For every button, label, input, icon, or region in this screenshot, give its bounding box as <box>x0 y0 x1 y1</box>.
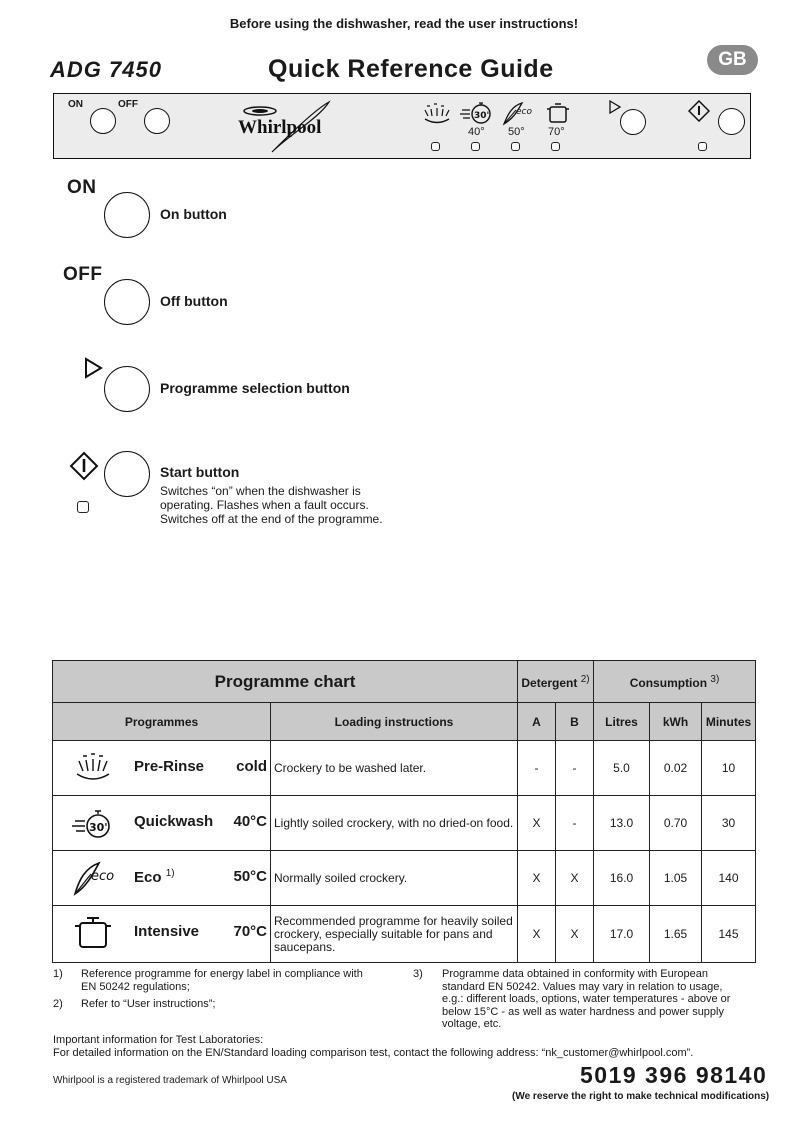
detergent-header: Detergent $^{2)}$ <box>518 661 594 703</box>
footnote-3-number: 3) <box>413 968 423 980</box>
loading-instruction: Recommended programme for heavily soiled crockery, especially suitable for pans and saucepans. <box>271 906 518 963</box>
intensive-icon <box>71 915 115 951</box>
programme-cell <box>53 906 271 963</box>
programmes-header: Programmes <box>53 703 271 741</box>
programme-name: Quickwash <box>134 813 214 830</box>
litres: 13.0 <box>594 796 650 851</box>
footnote-2: Refer to “User instructions”; <box>81 998 216 1010</box>
minutes: 10 <box>702 741 756 796</box>
detergent-a: - <box>518 741 556 796</box>
loading-instruction: Lightly soiled crockery, with no dried-on food. <box>271 796 518 851</box>
litres: 16.0 <box>594 851 650 906</box>
off-heading: OFF <box>63 264 103 285</box>
programme-chart <box>52 660 756 963</box>
on-heading: ON <box>67 177 97 198</box>
eco-icon <box>502 100 532 126</box>
footnote-1: Reference programme for energy label in compliance with EN 50242 regulations; <box>81 968 363 993</box>
model-number: ADG 7450 <box>50 57 162 82</box>
footnote-3: Programme data obtained in conformity with European standard EN 50242. Values may vary in relation to usage, e.g.: different loads, options, water temperatures - above or below 15°C - as well as water hardness and power supply voltage, etc. <box>442 968 731 1030</box>
table-row <box>53 906 756 963</box>
temp-70: 70° <box>548 126 565 138</box>
minutes-header: Minutes <box>702 703 756 741</box>
programme-select-button[interactable] <box>620 109 646 135</box>
trademark-note: Whirlpool is a registered trademark of Whirlpool USA <box>53 1075 287 1086</box>
temp-50: 50° <box>508 126 525 138</box>
svg-text:30': 30' <box>474 111 490 121</box>
document-code: 5019 396 98140 <box>580 1062 768 1088</box>
start-led <box>698 142 707 151</box>
detergent-a-header: A <box>518 703 556 741</box>
whirlpool-logo <box>234 100 344 156</box>
language-badge: GB <box>707 45 758 75</box>
start-button[interactable] <box>718 108 745 135</box>
quickwash-led <box>471 142 480 151</box>
kwh: 1.05 <box>650 851 702 906</box>
svg-text:30': 30' <box>89 821 108 834</box>
quickwash-icon <box>460 99 494 125</box>
minutes: 140 <box>702 851 756 906</box>
pre-rinse-led <box>431 142 440 151</box>
table-row <box>53 851 756 906</box>
off-button[interactable] <box>144 108 170 134</box>
detergent-a: X <box>518 906 556 963</box>
detergent-b: - <box>556 741 594 796</box>
brand-name: Whirlpool <box>238 117 322 138</box>
programme-name: Pre-Rinse <box>134 758 205 775</box>
start-description: Switches “on” when the dishwasher is operating. Flashes when a fault occurs. Switches off at the end of the programme. <box>160 484 383 526</box>
detergent-b: - <box>556 796 594 851</box>
intensive-led <box>551 142 560 151</box>
on-button[interactable] <box>90 108 116 134</box>
page-title: Quick Reference Guide <box>268 55 554 83</box>
detergent-b: X <box>556 906 594 963</box>
programme-name: Intensive <box>134 923 200 940</box>
minutes: 145 <box>702 906 756 963</box>
programme-select-icon <box>608 100 622 114</box>
quickwash-icon <box>71 805 115 841</box>
chart-title: Programme chart <box>53 661 518 703</box>
programme-cell <box>53 851 271 906</box>
pre-rinse-icon <box>71 750 115 786</box>
minutes: 30 <box>702 796 756 851</box>
loading-instruction: Crockery to be washed later. <box>271 741 518 796</box>
programme-select-button-large[interactable] <box>104 366 150 412</box>
eco-led <box>511 142 520 151</box>
footnote-2-number: 2) <box>53 998 63 1010</box>
programme-select-label: Programme selection button <box>160 380 350 396</box>
off-button-label: Off button <box>160 293 228 309</box>
detergent-b: X <box>556 851 594 906</box>
footnote-1-number: 1) <box>53 968 63 980</box>
start-icon-large <box>69 451 99 481</box>
control-panel <box>53 93 751 159</box>
litres: 5.0 <box>594 741 650 796</box>
loading-instruction: Normally soiled crockery. <box>271 851 518 906</box>
start-button-large[interactable] <box>104 451 150 497</box>
modifications-note: (We reserve the right to make technical modifications) <box>512 1091 770 1102</box>
svg-text:eco: eco <box>91 869 115 884</box>
kwh-header: kWh <box>650 703 702 741</box>
instruction-note: Before using the dishwasher, read the user instructions! <box>229 16 579 31</box>
kwh: 0.70 <box>650 796 702 851</box>
programme-temp: 50°C <box>233 868 267 885</box>
start-led-large <box>77 501 89 513</box>
litres-header: Litres <box>594 703 650 741</box>
programme-select-icon-large <box>84 357 104 379</box>
loading-header: Loading instructions <box>271 703 518 741</box>
programme-name: Eco $^{1)}$ <box>134 868 175 886</box>
programme-cell <box>53 741 271 796</box>
off-label: OFF <box>118 99 138 110</box>
on-button-large[interactable] <box>104 192 150 238</box>
table-row <box>53 796 756 851</box>
on-button-label: On button <box>160 206 227 222</box>
pre-rinse-icon <box>422 102 452 126</box>
detergent-a: X <box>518 796 556 851</box>
start-button-label: Start button <box>160 464 240 480</box>
intensive-icon <box>546 102 570 124</box>
programme-temp: 70°C <box>233 923 267 940</box>
start-icon <box>688 100 710 122</box>
detergent-b-header: B <box>556 703 594 741</box>
eco-icon <box>71 860 115 896</box>
programme-cell <box>53 796 271 851</box>
svg-text:eco: eco <box>516 107 532 117</box>
litres: 17.0 <box>594 906 650 963</box>
test-lab-note: Important information for Test Laboratories: For detailed information on the EN/Standard loading comparison test, contact the following address: “nk_customer@whirlpool.com”. <box>53 1034 694 1059</box>
on-label: ON <box>68 99 83 110</box>
off-button-large[interactable] <box>104 279 150 325</box>
table-row <box>53 741 756 796</box>
programme-temp: 40°C <box>233 813 267 830</box>
temp-40: 40° <box>468 126 485 138</box>
consumption-header: Consumption $^{3)}$ <box>594 661 756 703</box>
programme-temp: cold <box>236 758 267 775</box>
detergent-a: X <box>518 851 556 906</box>
kwh: 1.65 <box>650 906 702 963</box>
kwh: 0.02 <box>650 741 702 796</box>
